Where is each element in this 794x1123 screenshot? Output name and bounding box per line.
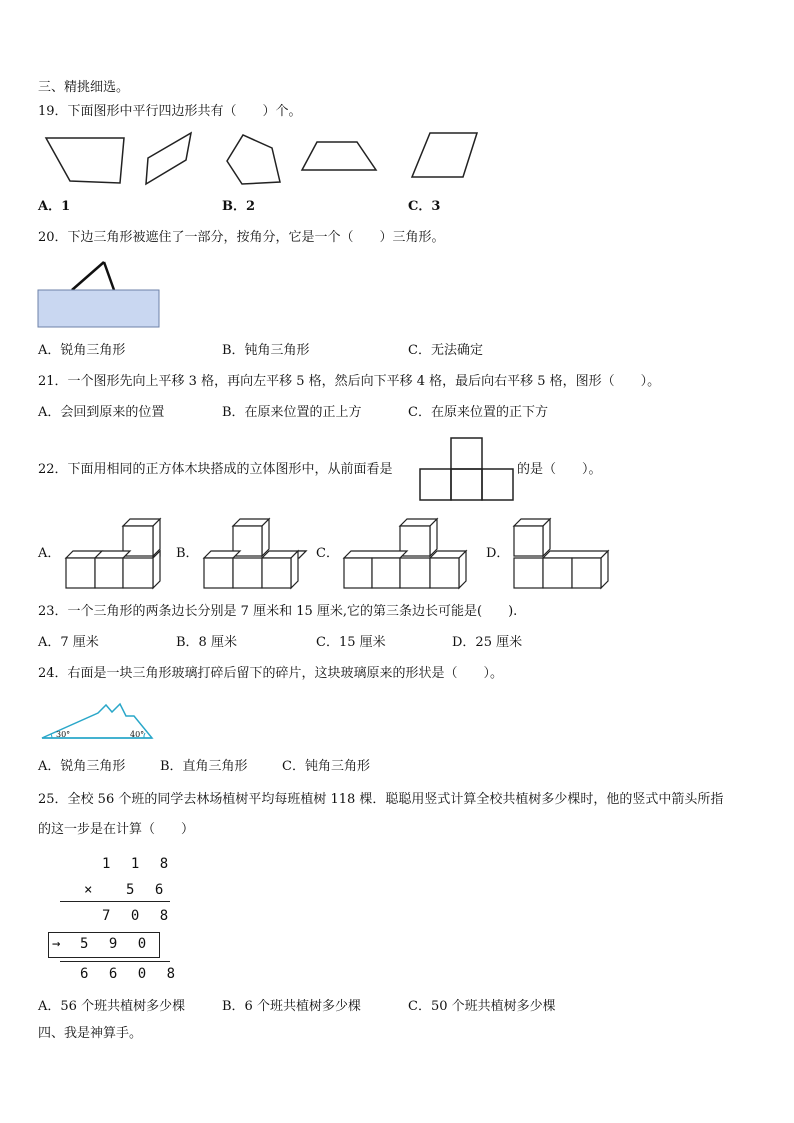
q22-option-d-cubes[interactable]	[512, 516, 612, 592]
section-title-4: 四、我是神算手。	[38, 1026, 143, 1041]
quadrilateral-shape	[46, 138, 124, 183]
q23-option-b[interactable]: B．8 厘米	[176, 635, 237, 650]
q19-option-b[interactable]: B．2	[222, 199, 256, 214]
final-product: 6 6 0 8	[80, 966, 182, 982]
q22-option-d-label[interactable]: D．	[486, 546, 510, 561]
q23-option-d[interactable]: D．25 厘米	[452, 635, 523, 650]
q19-shapes-figure	[40, 128, 490, 190]
angle-label-left: 30°	[56, 730, 71, 739]
question-22-stem-part1: 22．下面用相同的正方体木块搭成的立体图形中，从前面看是	[38, 462, 393, 477]
q25-option-b[interactable]: B．6 个班共植树多少棵	[222, 999, 361, 1014]
parallelogram-shape-1	[146, 133, 191, 184]
q21-option-a[interactable]: A．会回到原来的位置	[38, 405, 165, 420]
question-23-stem: 23．一个三角形的两条边长分别是 7 厘米和 15 厘米,它的第三条边长可能是( ).	[38, 604, 518, 619]
multiplicand: 1 1 8	[102, 856, 175, 872]
section-title: 三、精挑细选。	[38, 80, 130, 95]
divider-line-2	[60, 961, 170, 962]
q20-option-b[interactable]: B．钝角三角形	[222, 343, 310, 358]
angle-label-right: 40°	[130, 730, 145, 739]
divider-line-1	[60, 901, 170, 902]
q20-option-a[interactable]: A．锐角三角形	[38, 343, 126, 358]
partial-product-1: 7 0 8	[102, 908, 175, 924]
q24-option-b[interactable]: B．直角三角形	[160, 759, 248, 774]
q21-option-b[interactable]: B．在原来位置的正上方	[222, 405, 362, 420]
arrow-icon: →	[52, 936, 61, 952]
q23-option-a[interactable]: A．7 厘米	[38, 635, 99, 650]
triangle-side-left	[72, 262, 104, 290]
q23-option-c[interactable]: C．15 厘米	[316, 635, 386, 650]
cover-rectangle	[38, 290, 159, 327]
q22-option-b-cubes[interactable]	[202, 516, 310, 592]
partial-product-2: 5 9 0	[80, 936, 153, 952]
q22-option-a-cubes[interactable]	[64, 516, 172, 592]
multiplier: 5 6	[126, 882, 170, 898]
question-22-stem-part2: 的是（ ）。	[517, 462, 602, 477]
q25-vertical-multiplication	[40, 850, 180, 990]
q22-option-a-label[interactable]: A．	[38, 546, 61, 561]
q20-covered-triangle-figure	[36, 255, 166, 331]
pentagon-shape	[227, 135, 280, 184]
question-21-stem: 21．一个图形先向上平移 3 格，再向左平移 5 格，然后向下平移 4 格，最后向右平移 5 格，图形（ ）。	[38, 374, 661, 389]
question-19-stem: 19．下面图形中平行四边形共有（ ）个。	[38, 104, 302, 119]
trapezoid-shape	[302, 142, 376, 170]
question-25-stem-line2: 的这一步是在计算（ ）	[38, 822, 195, 837]
q25-option-a[interactable]: A．56 个班共植树多少棵	[38, 999, 186, 1014]
q25-option-c[interactable]: C．50 个班共植树多少棵	[408, 999, 556, 1014]
q19-option-c[interactable]: C．3	[408, 199, 441, 214]
question-24-stem: 24．右面是一块三角形玻璃打碎后留下的碎片，这块玻璃原来的形状是（ ）。	[38, 666, 504, 681]
question-20-stem: 20．下边三角形被遮住了一部分，按角分，它是一个（ ）三角形。	[38, 230, 445, 245]
q19-option-a[interactable]: A．1	[38, 199, 71, 214]
q21-option-c[interactable]: C．在原来位置的正下方	[408, 405, 548, 420]
multiply-sign: ×	[84, 882, 93, 898]
q22-option-b-label[interactable]: B．	[176, 546, 199, 561]
q24-option-a[interactable]: A．锐角三角形	[38, 759, 126, 774]
q22-option-c-cubes[interactable]	[342, 516, 470, 592]
q20-option-c[interactable]: C．无法确定	[408, 343, 483, 358]
q22-front-view-figure	[418, 436, 516, 502]
parallelogram-shape-2	[412, 133, 477, 177]
triangle-side-right	[104, 262, 114, 290]
q24-glass-fragment-figure	[38, 696, 158, 744]
question-25-stem-line1: 25．全校 56 个班的同学去林场植树平均每班植树 118 棵．聪聪用竖式计算全校共植树多少棵时，他的竖式中箭头所指	[38, 792, 724, 807]
q24-option-c[interactable]: C．钝角三角形	[282, 759, 370, 774]
q22-option-c-label[interactable]: C．	[316, 546, 339, 561]
